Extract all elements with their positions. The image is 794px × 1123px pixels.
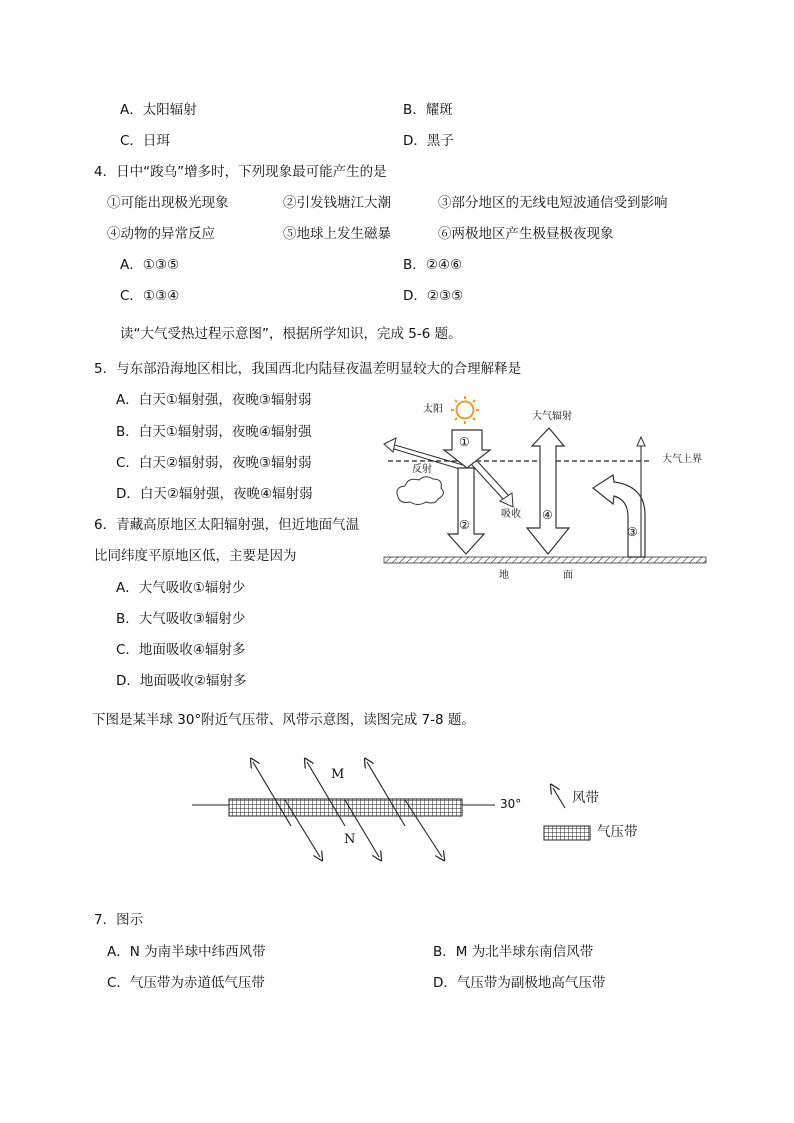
q7-stem: 7．图示 bbox=[94, 912, 144, 928]
q5-option-d: D．白天②辐射强，夜晚④辐射弱 bbox=[116, 486, 313, 502]
q6-option-d: D．地面吸收②辐射多 bbox=[116, 673, 247, 689]
q7-option-b: B．M 为北半球东南信风带 bbox=[433, 944, 594, 960]
q4-option-a: A．①③⑤ bbox=[120, 257, 180, 273]
label-m: M bbox=[331, 767, 345, 782]
label-n: N bbox=[344, 832, 356, 847]
q4-option-c: C．①③④ bbox=[120, 288, 180, 304]
ground-surface bbox=[384, 557, 706, 563]
label-arrow-2: ② bbox=[459, 518, 470, 532]
arrow-3-ground-radiation bbox=[593, 475, 645, 557]
label-reflection: 反射 bbox=[412, 464, 432, 475]
label-ground-1: 地 bbox=[499, 570, 509, 581]
q5-option-c: C．白天②辐射弱，夜晚③辐射弱 bbox=[116, 455, 312, 471]
q4-item-2: ②引发钱塘江大潮 bbox=[283, 195, 391, 211]
q4-option-d: D．②③⑤ bbox=[403, 288, 464, 304]
label-absorption: 吸收 bbox=[501, 509, 521, 520]
label-ground-2: 面 bbox=[563, 570, 573, 581]
legend-wind-label: 风带 bbox=[572, 790, 599, 806]
reflection-arrowhead-icon bbox=[384, 438, 396, 452]
label-arrow-3: ③ bbox=[627, 525, 638, 539]
cloud-shape bbox=[397, 477, 443, 505]
q7-option-a: A．N 为南半球中纬西风带 bbox=[107, 944, 266, 960]
arrow-2-ground-absorbed bbox=[448, 468, 484, 554]
q6-option-b: B．大气吸收③辐射少 bbox=[116, 611, 246, 627]
q7-option-d: D．气压带为副极地高气压带 bbox=[433, 975, 606, 991]
q3-option-a: A．太阳辐射 bbox=[120, 102, 197, 118]
q4-item-3: ③部分地区的无线电短波通信受到影响 bbox=[438, 195, 668, 211]
q4-item-4: ④动物的异常反应 bbox=[107, 226, 215, 242]
q5-option-b: B．白天①辐射弱，夜晚④辐射强 bbox=[116, 424, 312, 440]
space-arrowhead-icon bbox=[637, 437, 645, 446]
q5-stem: 5．与东部沿海地区相比，我国西北内陆昼夜温差明显较大的合理解释是 bbox=[94, 361, 522, 377]
q3-option-d: D．黑子 bbox=[403, 133, 454, 149]
label-arrow-1: ① bbox=[459, 435, 470, 449]
label-atmospheric-radiation: 大气辐射 bbox=[532, 411, 572, 422]
label-arrow-4: ④ bbox=[542, 508, 553, 522]
q4-option-b: B．②④⑥ bbox=[403, 257, 463, 273]
q6-option-a: A．大气吸收①辐射少 bbox=[116, 580, 246, 596]
q5-option-a: A．白天①辐射强，夜晚③辐射弱 bbox=[116, 392, 312, 408]
q6-stem-line2: 比同纬度平原地区低，主要是因为 bbox=[94, 548, 297, 564]
label-latitude-30: 30° bbox=[500, 797, 522, 811]
atmospheric-radiation-arrow bbox=[527, 428, 569, 554]
reading-prompt-7-8: 下图是某半球 30°附近气压带、风带示意图，读图完成 7-8 题。 bbox=[92, 712, 475, 728]
q4-item-6: ⑥两极地区产生极昼极夜现象 bbox=[438, 226, 614, 242]
q6-stem-line1: 6．青藏高原地区太阳辐射强，但近地面气温 bbox=[94, 517, 360, 533]
legend-pressure-swatch bbox=[544, 826, 590, 840]
q4-stem: 4．日中“踆乌”增多时，下列现象最可能产生的是 bbox=[94, 164, 387, 180]
reading-prompt-5-6: 读“大气受热过程示意图”，根据所学知识，完成 5-6 题。 bbox=[120, 326, 462, 342]
q4-item-5: ⑤地球上发生磁暴 bbox=[283, 226, 391, 242]
sun-icon bbox=[451, 396, 479, 424]
label-sun: 太阳 bbox=[423, 404, 443, 415]
q6-option-c: C．地面吸收④辐射多 bbox=[116, 642, 246, 658]
q4-item-1: ①可能出现极光现象 bbox=[107, 195, 229, 211]
label-atmosphere-top: 大气上界 bbox=[662, 454, 702, 465]
q3-option-b: B．耀斑 bbox=[403, 102, 453, 118]
q3-option-c: C．日珥 bbox=[120, 133, 170, 149]
legend-wind-arrow-icon bbox=[553, 788, 565, 808]
legend-pressure-label: 气压带 bbox=[597, 824, 638, 840]
absorption-arrowhead-icon bbox=[500, 493, 513, 507]
pressure-wind-belt-diagram bbox=[185, 755, 655, 865]
q7-option-c: C．气压带为赤道低气压带 bbox=[107, 975, 265, 991]
